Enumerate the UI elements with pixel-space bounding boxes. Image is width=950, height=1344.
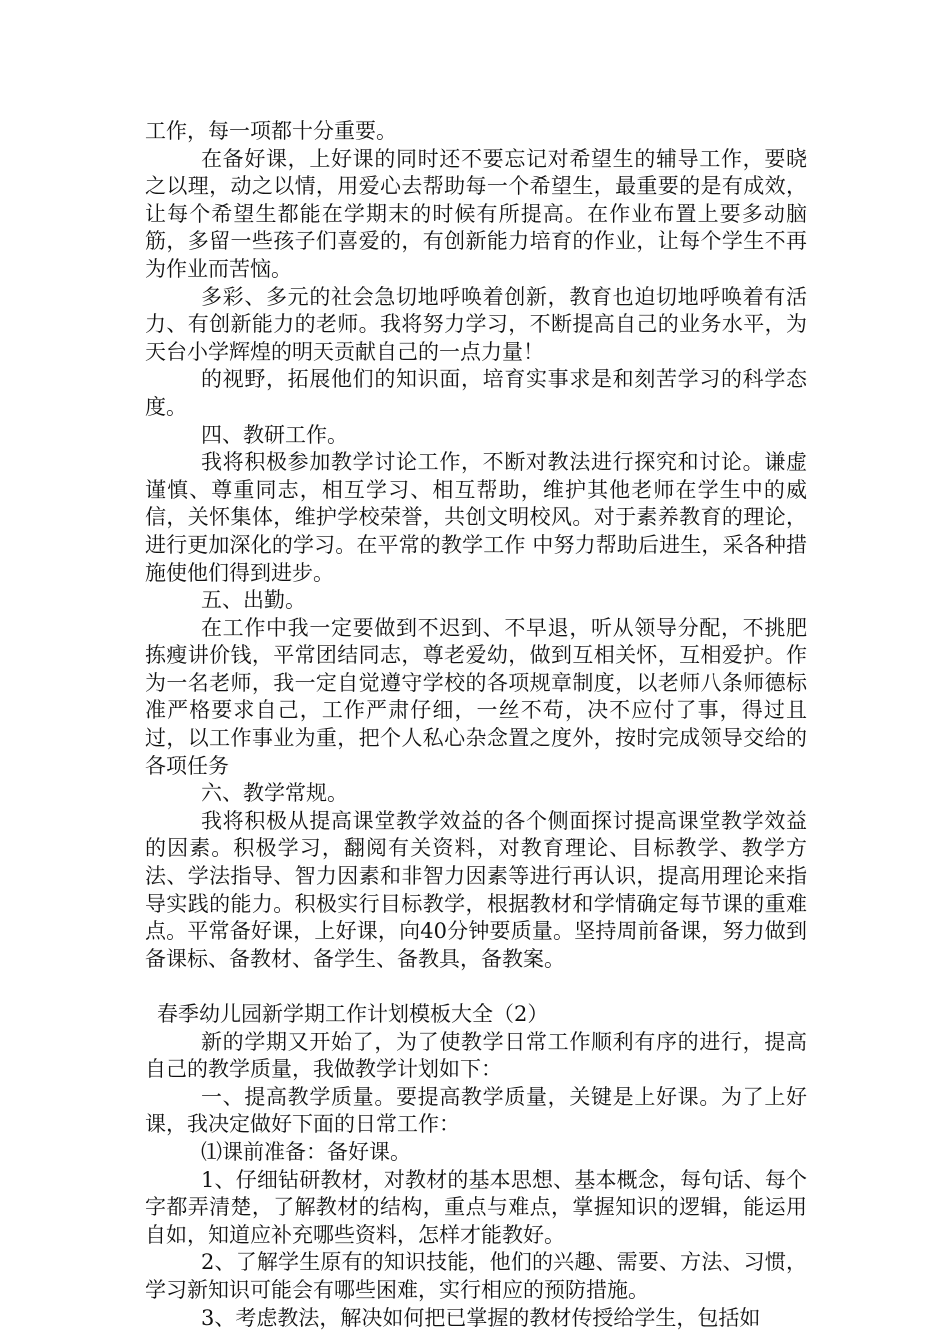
- section-heading-attendance: 五、出勤。: [201, 588, 306, 613]
- paragraph-understand-students: 2、了解学生原有的知识技能，他们的兴趣、需要、方法、习惯，学习新知识可能会有哪些困难，实行相应的预防措施。: [145, 1250, 807, 1302]
- paragraph-attendance: 在工作中我一定要做到不迟到、不早退，听从领导分配，不挑肥拣瘦讲价钱，平常团结同志，尊老爱幼，做到互相关怀，互相爱护。作为一名老师，我一定自觉遵守学校的各项规章制度，以老师八条师德标准严格要求自己，工作严肃仔细，一丝不苟，决不应付了事，得过且过，以工作事业为重，把个人私心杂念置之度外，按时完成领导交给的各项任务: [145, 615, 807, 778]
- paragraph-study-materials: 1、仔细钻研教材，对教材的基本思想、基本概念，每句话、每个字都弄清楚，了解教材的结构，重点与难点，掌握知识的逻辑，能运用自如，知道应补充哪些资料，怎样才能教好。: [145, 1167, 807, 1247]
- paragraph-teaching-methods: 3、考虑教法，解决如何把已掌握的教材传授给学生，包括如: [201, 1305, 761, 1330]
- paragraph-routine: 我将积极从提高课堂教学效益的各个侧面探讨提高课堂教学效益的因素。积极学习，翻阅有关资料，对教育理论、目标教学、教学方法、学法指导、智力因素和非智力因素等进行再认识，提高用理论来指导实践的能力。积极实行目标教学，根据教材和学情确定每节课的重难点。平常备好课，上好课，向40分钟要质量。坚持周前备课，努力做到备课标、备教材、备学生、备教具，备教案。: [145, 808, 807, 971]
- section-gap: [145, 973, 807, 1001]
- paragraph-new-semester: 新的学期又开始了，为了使教学日常工作顺利有序的进行，提高自己的教学质量，我做教学计划如下：: [145, 1029, 807, 1082]
- paragraph-research: 我将积极参加教学讨论工作，不断对教法进行探究和讨论。谦虚谨慎、尊重同志，相互学习、相互帮助，维护其他老师在学生中的威信，关怀集体，维护学校荣誉，共创文明校风。对于素养教育的理论，进行更加深化的学习。在平常的教学工作 中努力帮助后进生，采各种措施使他们得到进步。: [145, 450, 807, 585]
- document-body: [145, 118, 807, 1332]
- paragraph-quality: 一、提高教学质量。要提高教学质量，关键是上好课。为了上好课，我决定做好下面的日常工作：: [145, 1084, 807, 1137]
- paragraph-tutoring: 在备好课，上好课的同时还不要忘记对希望生的辅导工作，要晓之以理，动之以情，用爱心去帮助每一个希望生，最重要的是有成效，让每个希望生都能在学期末的时候有所提高。在作业布置上要多动脑筋，多留一些孩子们喜爱的，有创新能力培育的作业，让每个学生不再为作业而苦恼。: [145, 146, 807, 281]
- paragraph-continuation: 工作，每一项都十分重要。: [145, 119, 397, 143]
- paragraph-vision: 的视野，拓展他们的知识面，培育实事求是和刻苦学习的科学态度。: [145, 367, 807, 419]
- section-heading-routine: 六、教学常规。: [201, 781, 348, 806]
- document-title-part-2: 春季幼儿园新学期工作计划模板大全（2）: [157, 1002, 549, 1026]
- paragraph-preparation: ⑴课前准备：备好课。: [201, 1139, 411, 1164]
- paragraph-innovation: 多彩、多元的社会急切地呼唤着创新，教育也迫切地呼唤着有活力、有创新能力的老师。我将努力学习，不断提高自己的业务水平，为天台小学辉煌的明天贡献自己的一点力量！: [145, 284, 807, 364]
- section-heading-research: 四、教研工作。: [201, 422, 348, 447]
